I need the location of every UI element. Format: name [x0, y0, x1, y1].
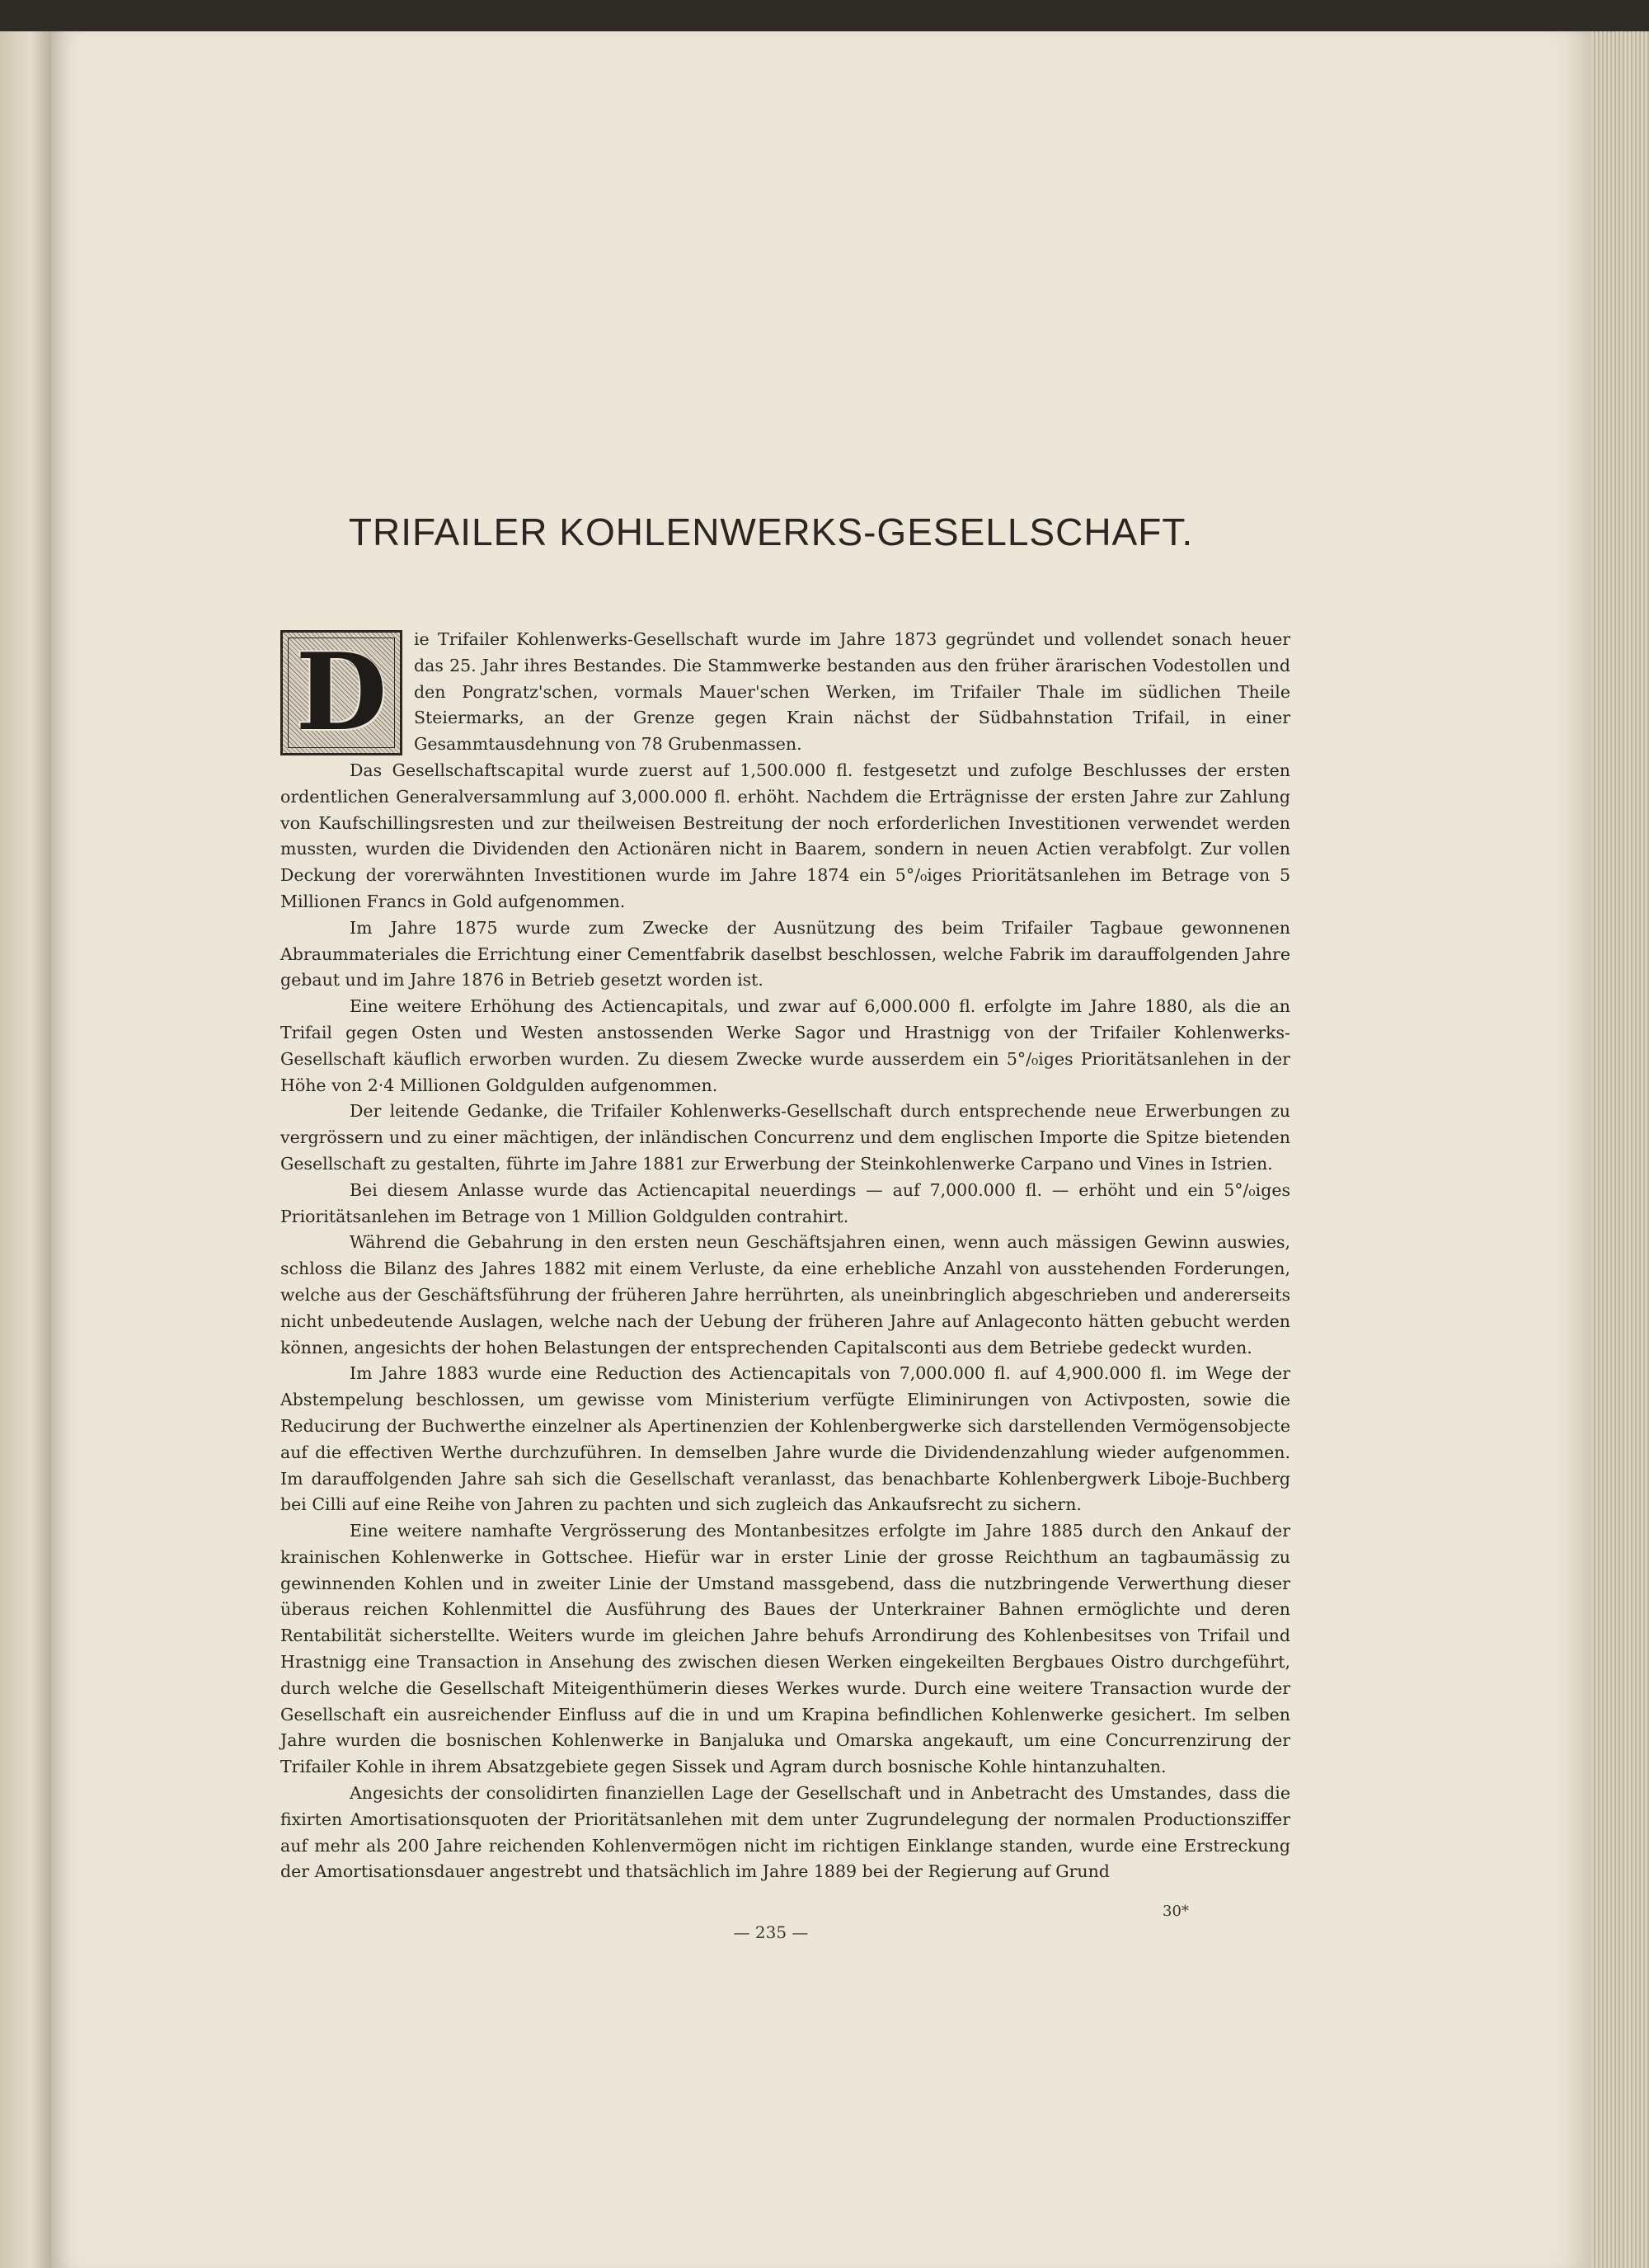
paragraph: Eine weitere namhafte Vergrösserung des Montanbesitzes erfolgte im Jahre 1885 durch den Ankauf der krainischen Kohlenwerke in Gottschee. Hiefür war in erster Linie der grosse Reichthum an tagbaumässig zu gewinnenden Kohlen und in zweiter Linie der Umstand massgebend, dass die nutzbringende Verwerthung dieser überaus reichen Kohlenmittel die Ausführung des Baues der Unterkrainer Bahnen ermöglichte und deren Rentabilität sicherstellte. Weiters wurde im gleichen Jahre behufs Arrondirung des Kohlenbesitses von Trifail und Hrastnigg eine Transaction in Ansehung des zwischen diesen Werken eingekeilten Bergbaues Oistro durchgeführt, durch welche die Gesellschaft Miteigenthümerin dieses Werkes wurde. Durch eine weitere Transaction wurde der Gesellschaft ein ausreichender Einfluss auf die in und um Krapina befindlichen Kohlenwerke gesichert. Im selben Jahre wurden die bosnischen Kohlenwerke in Banjaluka und Omarska angekauft, um eine Concurrenzirung der Trifailer Kohle in ihrem Absatzgebiete gegen Sissek und Agram durch bosnische Kohle hintanzuhalten.	[280, 1521, 1290, 1777]
paragraph-text: ie Trifailer Kohlenwerks-Gesellschaft wurde im Jahre 1873 gegründet und vollendet sonach heuer das 25. Jahr ihres Bestandes. Die Stammwerke bestanden aus den früher ärarischen Vodestollen und den Pongratz'schen, vormals Mauer'schen Werken, im Trifailer Thale im südlichen Theile Steiermarks, an der Grenze gegen Krain nächst der Südbahnstation Trifail, in einer Gesammtausdehnung von 78 Grubenmassen.	[414, 629, 1290, 755]
initial-letter: D	[295, 631, 388, 755]
scan-top-border	[0, 0, 1649, 31]
paragraph: Das Gesellschaftscapital wurde zuerst auf 1,500.000 fl. festgesetzt und zufolge Beschlusses der ersten ordentlichen Generalversammlung auf 3,000.000 fl. erhöht. Nachdem die Erträgnisse der ersten Jahre zur Zahlung von Kaufschillingsresten und zur theilweisen Bestreitung der noch erforderlichen Investitionen verwendet werden mussten, wurden die Dividenden den Actionären nicht in Baarem, sondern in neuen Actien verabfolgt. Zur vollen Deckung der vorerwähnten Investitionen wurde im Jahre 1874 ein 5°/₀iges Prioritätsanlehen im Betrage von 5 Millionen Francs in Gold aufgenommen.	[280, 760, 1290, 911]
page-title: TRIFAILER KOHLENWERKS-GESELLSCHAFT.	[348, 511, 1194, 553]
paragraph	[280, 627, 1290, 758]
paragraph: Eine weitere Erhöhung des Actiencapitals, und zwar auf 6,000.000 fl. erfolgte im Jahre 1880, als die an Trifail gegen Osten und Westen anstossenden Werke Sagor und Hrastnigg von der Trifailer Kohlenwerks-Gesellschaft käuflich erworben wurden. Zu diesem Zwecke wurde ausserdem ein 5°/₀iges Prioritätsanlehen in der Höhe von 2·4 Millionen Goldgulden aufgenommen.	[280, 996, 1290, 1095]
paragraph: Der leitende Gedanke, die Trifailer Kohlenwerks-Gesellschaft durch entsprechende neue Erwerbungen zu vergrössern und zu einer mächtigen, der inländischen Concurrenz und dem englischen Importe die Spitze bietenden Gesellschaft zu gestalten, führte im Jahre 1881 zur Erwerbung der Steinkohlenwerke Carpano und Vines in Istrien.	[280, 1101, 1290, 1174]
paragraph: Während die Gebahrung in den ersten neun Geschäftsjahren einen, wenn auch mässigen Gewinn auswies, schloss die Bilanz des Jahres 1882 mit einem Verluste, da eine erhebliche Anzahl von ausstehenden Forderungen, welche aus der Geschäftsführung der früheren Jahre herrührten, als uneinbringlich abgeschrieben und andererseits nicht unbedeutende Auslagen, welche nach der Uebung der früheren Jahre auf Anlageconto hätten gebucht werden können, angesichts der hohen Belastungen der entsprechenden Capitalsconti aus dem Betriebe gedeckt wurden.	[280, 1232, 1290, 1358]
paragraph: Bei diesem Anlasse wurde das Actiencapital neuerdings — auf 7,000.000 fl. — erhöht und ein 5°/₀iges Prioritätsanlehen im Betrage von 1 Million Goldgulden contrahirt.	[280, 1179, 1290, 1226]
body-text	[280, 627, 1290, 1885]
paragraph: Im Jahre 1875 wurde zum Zwecke der Ausnützung des beim Trifailer Tagbaue gewonnenen Abraummateriales die Errichtung einer Cementfabrik daselbst beschlossen, welche Fabrik im darauffolgenden Jahre gebaut und im Jahre 1876 in Betrieb gesetzt worden ist.	[280, 917, 1290, 990]
page-stack-edges	[1591, 31, 1649, 2268]
decorated-initial	[280, 630, 402, 755]
page-number: — 235 —	[733, 1922, 809, 1942]
paragraph: Im Jahre 1883 wurde eine Reduction des Actiencapitals von 7,000.000 fl. auf 4,900.000 fl. im Wege der Abstempelung beschlossen, um gewisse vom Ministerium verfügte Eliminirungen von Activposten, sowie die Reducirung der Buchwerthe einzelner als Apertinenzien der Kohlenbergwerke sich darstellenden Vermögensobjecte auf die effectiven Werthe durchzuführen. In demselben Jahre wurde die Dividendenzahlung wieder aufgenommen. Im darauffolgenden Jahre sah sich die Gesellschaft veranlasst, das benachbarte Kohlenbergwerk Liboje-Buchberg bei Cilli auf eine Reihe von Jahren zu pachten und sich zugleich das Ankaufsrecht zu sichern.	[280, 1363, 1290, 1515]
signature-mark: 30*	[1163, 1903, 1189, 1920]
left-page-edge	[0, 31, 51, 2268]
paragraph: Angesichts der consolidirten finanziellen Lage der Gesellschaft und in Anbetracht des Umstandes, dass die fixirten Amortisationsquoten der Prioritätsanlehen mit dem unter Zugrundelegung der normalen Productionsziffer auf mehr als 200 Jahre reichenden Kohlenvermögen nicht im richtigen Einklange standen, wurde eine Erstreckung der Amortisationsdauer angestrebt und thatsächlich im Jahre 1889 bei der Regierung auf Grund	[280, 1783, 1290, 1882]
